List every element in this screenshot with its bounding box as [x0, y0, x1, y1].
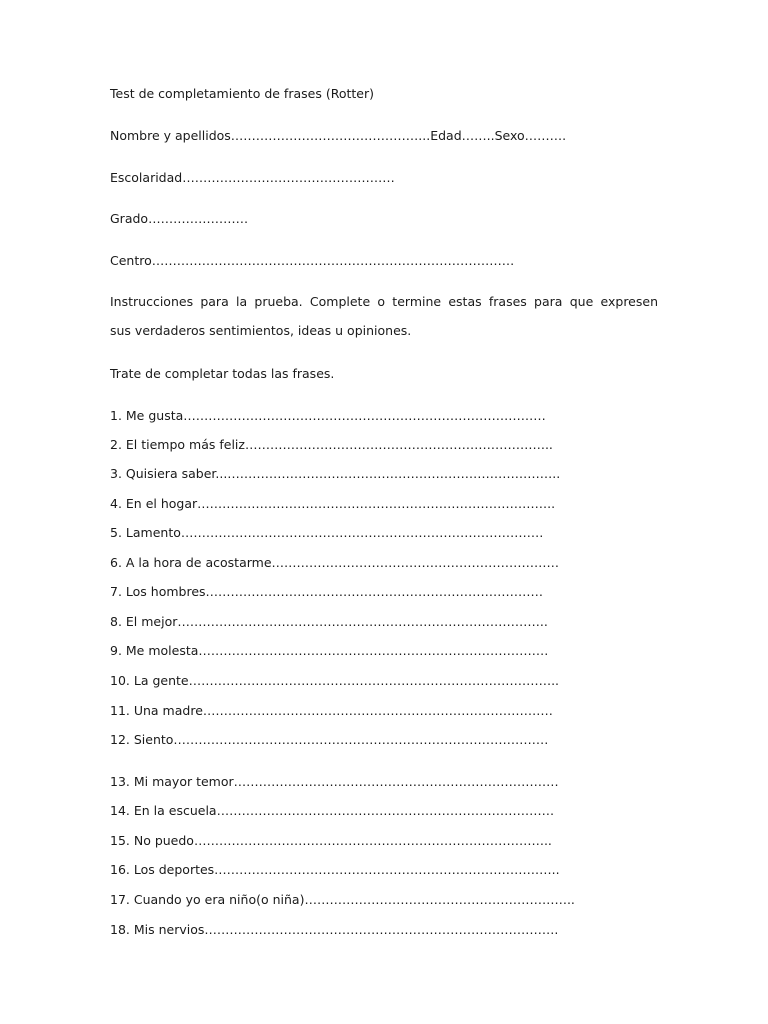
list-item: 14. En la escuela……………………………………………………………………… — [110, 803, 555, 818]
list-item: 15. No puedo………………………………………………………………………….. — [110, 833, 552, 848]
field-grade: Grado…………………… — [110, 211, 249, 226]
list-item: 10. La gente…………………………………………………………………………….. — [110, 673, 560, 688]
list-item: 1. Me gusta…………………………………………………………………………… — [110, 408, 546, 423]
list-item: 13. Mi mayor temor…………………………………………………………………… — [110, 774, 559, 789]
document-title: Test de completamiento de frases (Rotter) — [110, 86, 374, 101]
instructions-line-1: Instrucciones para la prueba. Complete o termine estas frases para que expresen — [110, 294, 658, 309]
list-item: 7. Los hombres……………………………………………………………………… — [110, 584, 544, 599]
list-item: 12. Siento……………………………………………………………………………… — [110, 732, 549, 747]
instructions-line-2: sus verdaderos sentimientos, ideas u opiniones. — [110, 323, 412, 338]
instructions-note: Trate de completar todas las frases. — [110, 366, 335, 381]
list-item: 4. En el hogar………………………………………………………………………….. — [110, 496, 556, 511]
list-item: 18. Mis nervios…………………………………………………………………………. — [110, 922, 559, 937]
list-item: 11. Una madre………………………………………………………………………… — [110, 703, 553, 718]
list-item: 2. El tiempo más feliz……………………………………………………………….. — [110, 437, 553, 452]
field-schooling: Escolaridad…………………………………………… — [110, 170, 395, 185]
list-item: 9. Me molesta………………………………………………………………………… — [110, 643, 549, 658]
list-item: 17. Cuando yo era niño(o niña)……………………………………………………….. — [110, 892, 575, 907]
field-name-age-sex: Nombre y apellidos………………………………………...Edad……..Sexo………. — [110, 128, 567, 143]
list-item: 16. Los deportes……………………………………………………………………….. — [110, 862, 560, 877]
list-item: 8. El mejor…………………………………………………………………………….. — [110, 614, 548, 629]
list-item: 3. Quisiera saber...…………………………………………………………………….. — [110, 466, 561, 481]
list-item: 5. Lamento…………………………………………………………………………… — [110, 525, 544, 540]
list-item: 6. A la hora de acostarme…………………………………………………………… — [110, 555, 560, 570]
field-center: Centro…………………………………………………………………………… — [110, 253, 515, 268]
